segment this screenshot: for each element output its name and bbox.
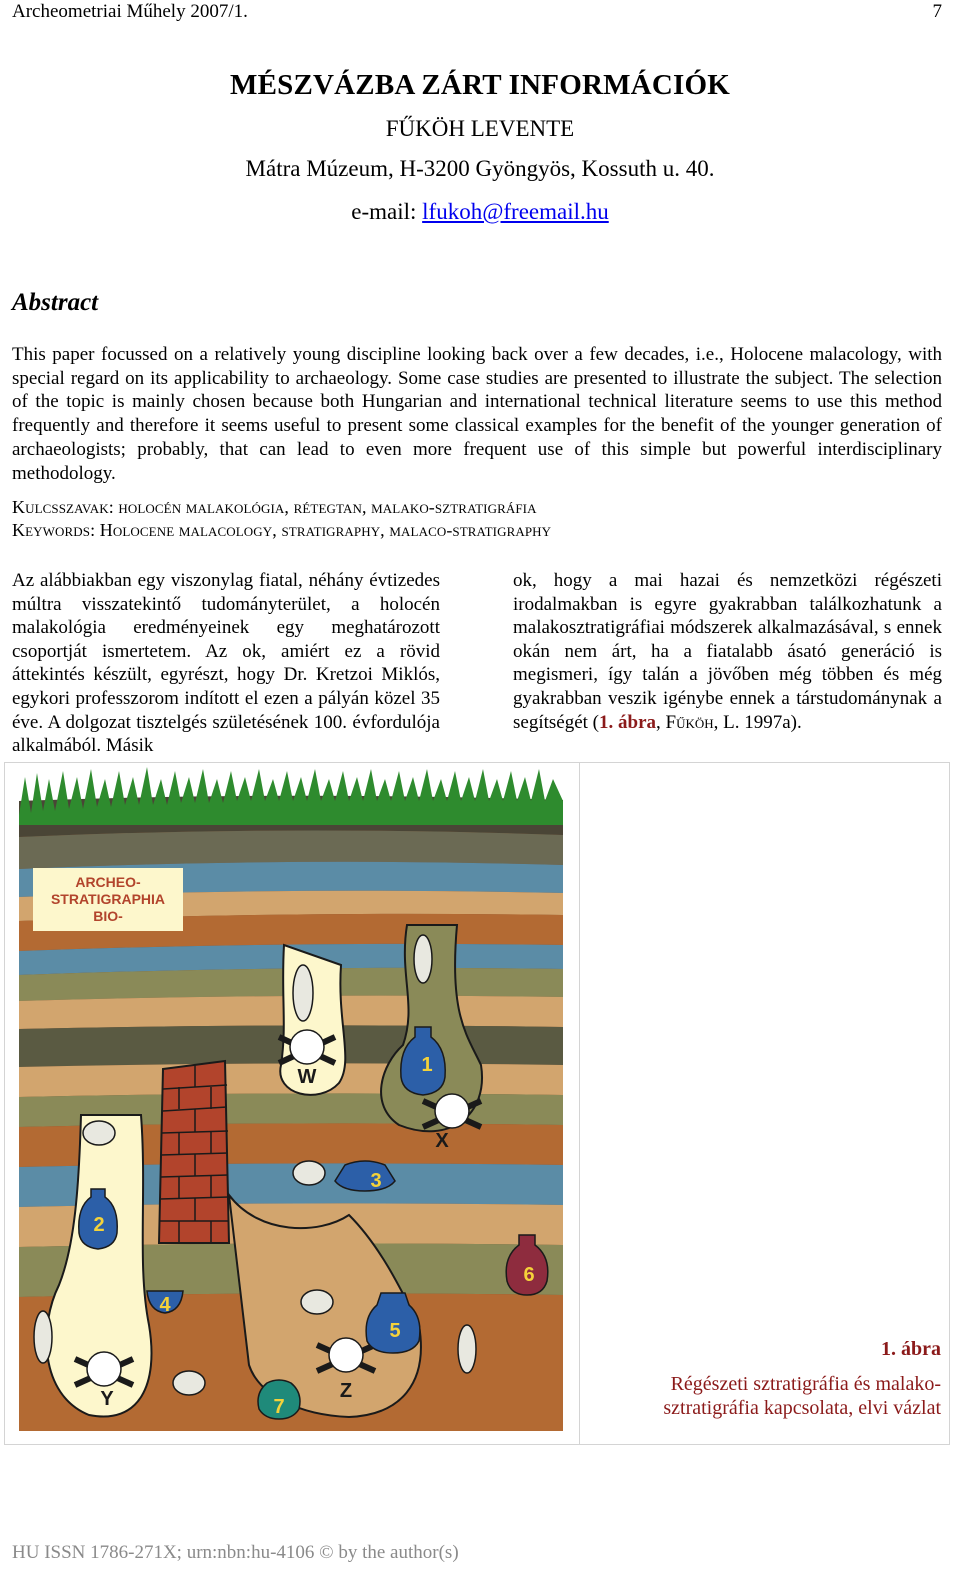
email-link[interactable]: lfukoh@freemail.hu bbox=[422, 199, 609, 224]
marker-w: W bbox=[297, 1066, 317, 1088]
marker-4: 4 bbox=[159, 1294, 171, 1316]
stratigraphy-illustration bbox=[19, 765, 563, 1431]
shell-icon bbox=[293, 1161, 325, 1185]
keywords-hungarian: Kulcsszavak: holocén malakológia, rétegtan, malako-sztratigráfia bbox=[12, 497, 537, 517]
shell-icon bbox=[458, 1325, 476, 1373]
marker-6: 6 bbox=[523, 1264, 535, 1286]
marker-z: Z bbox=[339, 1380, 353, 1402]
email-label: e-mail: bbox=[351, 199, 423, 224]
body-column-right: ok, hogy a mai hazai és nemzetközi régészeti irodalmakban is egyre gyakrabban találkozhatunk a malakosztratigráfiai módszerek alkalmazásával, s ennek okán nem árt, ha a fiatalabb ásató generáció is megismeri, így talán a jövőben még többen és még gyakrabban veszik igénybe ennek a társtudománynak a segítségét (1. ábra, Fűköh, L. 1997a). bbox=[513, 570, 942, 733]
marker-5: 5 bbox=[389, 1320, 401, 1342]
article-title: MÉSZVÁZBA ZÁRT INFORMÁCIÓK bbox=[230, 69, 730, 101]
marker-1: 1 bbox=[421, 1054, 433, 1076]
marker-7: 7 bbox=[273, 1396, 285, 1418]
shell-icon bbox=[83, 1121, 115, 1145]
author-email-line bbox=[0, 199, 960, 225]
abstract-heading: Abstract bbox=[12, 289, 99, 316]
figure-caption-text: Régészeti sztratigráfia és malako-sztratigráfia kapcsolata, elvi vázlat bbox=[663, 1373, 941, 1419]
figure-label: 1. ábra bbox=[881, 1338, 941, 1360]
brick-wall bbox=[159, 1061, 229, 1243]
footer-issn: HU ISSN 1786-271X; urn:nbn:hu-4106 © by the author(s) bbox=[12, 1542, 459, 1563]
shell-icon bbox=[173, 1371, 205, 1395]
sign-line-2: STRATIGRAPHIA bbox=[50, 891, 166, 907]
body-text: ok, hogy a mai hazai és nemzetközi régészeti irodalmakban is egyre gyakrabban találkozhatunk a malakosztratigráfiai módszerek alkalmazásával, s ennek okán nem árt, ha a fiatalabb ásató generáció is megismeri, így talán a jövőben még többen és még gyakrabban veszik igénybe ennek a társtudománynak a segítségét ( bbox=[513, 570, 942, 733]
pot-icon bbox=[335, 1161, 395, 1191]
shell-icon bbox=[34, 1311, 52, 1363]
body-column-left: Az alábbiakban egy viszonylag fiatal, néhány évtizedes múltra visszatekintő tudományterület, a holocén malakológia eredményeinek egy meghatározott csoportját ismertetem. Az ok, amiért ez a rövid áttekintés készült, egyrészt, hogy Dr. Kretzoi Miklós, egykori professzorom indított el ezen a pályán közel 35 éve. A dolgozat tisztelgés születésének 100. évfordulója alkalmából. Másik bbox=[12, 570, 440, 757]
journal-header: Archeometriai Műhely 2007/1. bbox=[12, 1, 248, 22]
sign-line-1: ARCHEO- bbox=[75, 874, 141, 890]
archeostratigraphia-sign bbox=[33, 868, 183, 931]
citation-author: Fűköh bbox=[665, 711, 714, 733]
citation-year: , L. 1997a). bbox=[713, 711, 802, 733]
author-affiliation: Mátra Múzeum, H-3200 Gyöngyös, Kossuth u. 40. bbox=[245, 156, 715, 181]
shell-icon bbox=[293, 965, 313, 1021]
marker-y: Y bbox=[100, 1388, 114, 1410]
marker-x: X bbox=[435, 1130, 449, 1152]
marker-2: 2 bbox=[93, 1214, 105, 1236]
sign-line-3: BIO- bbox=[93, 908, 123, 924]
figure-divider bbox=[579, 763, 580, 1444]
marker-3: 3 bbox=[370, 1170, 382, 1192]
shell-icon bbox=[414, 935, 432, 983]
figure-caption bbox=[581, 1337, 941, 1420]
figure-reference[interactable]: 1. ábra bbox=[599, 711, 657, 733]
shell-icon bbox=[301, 1290, 333, 1314]
page-number: 7 bbox=[932, 1, 942, 22]
keywords-english: Keywords: Holocene malacology, stratigraphy, malaco-stratigraphy bbox=[12, 520, 552, 540]
article-author: FŰKÖH LEVENTE bbox=[385, 116, 575, 141]
abstract-text: This paper focussed on a relatively young discipline looking back over a few decades, i.e., Holocene malacology, with special regard on its applicability to archaeology. Some case studies are presented to illustrate the subject. The selection of the topic is mainly chosen because both Hungarian and international technical literature seems to use this method frequently and therefore it seems useful to present some classical examples for the benefit of the younger generation of archaeologists; probably, that can lead to even more frequent use of this simple but powerful interdisciplinary methodology. bbox=[12, 344, 942, 484]
